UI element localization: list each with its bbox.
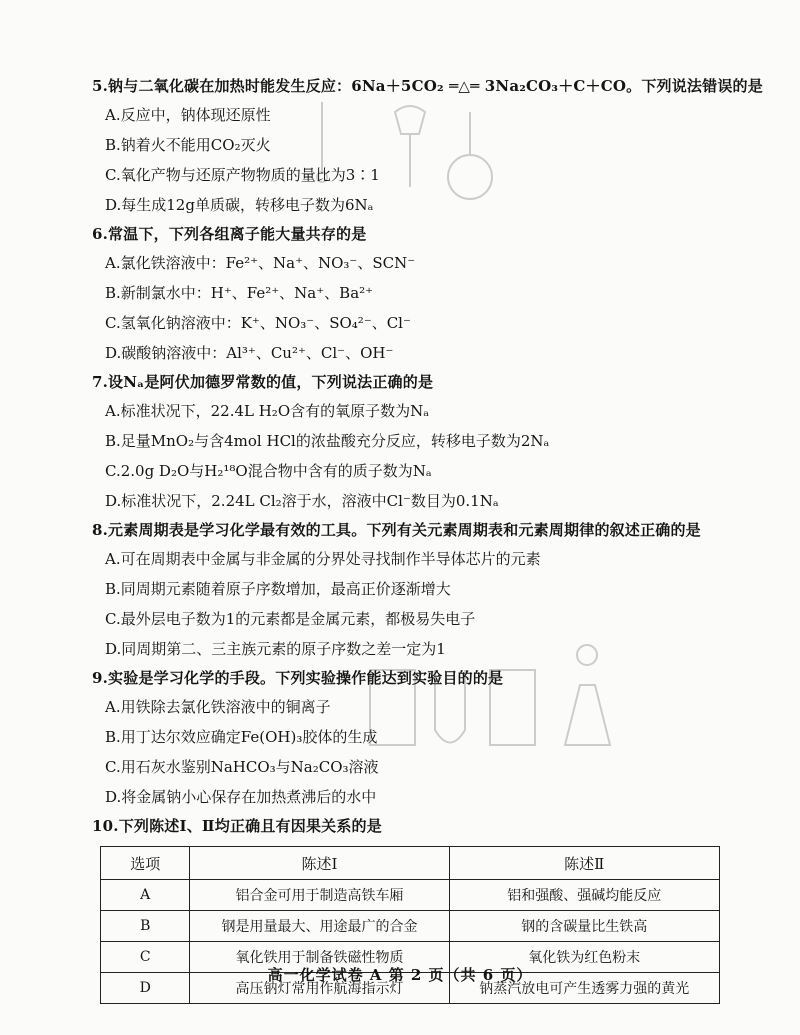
option-b: B.钠着火不能用CO₂灭火	[105, 136, 271, 154]
table-header-row	[101, 847, 720, 880]
option-a: A.标准状况下，22.4L H₂O含有的氧原子数为Nₐ	[105, 402, 430, 420]
question-9	[92, 664, 722, 812]
option-c: C.氢氧化钠溶液中：K⁺、NO₃⁻、SO₄²⁻、Cl⁻	[105, 314, 411, 332]
question-7	[92, 368, 722, 516]
header-statement-1: 陈述Ⅰ	[190, 847, 449, 880]
option-c: C.最外层电子数为1的元素都是金属元素，都极易失电子	[105, 610, 476, 628]
option-b: B.足量MnO₂与含4mol HCl的浓盐酸充分反应，转移电子数为2Nₐ	[105, 432, 550, 450]
question-stem: 7.设Nₐ是阿伏加德罗常数的值，下列说法正确的是	[92, 373, 434, 391]
option-a: A.可在周期表中金属与非金属的分界处寻找制作半导体芯片的元素	[105, 550, 541, 568]
table-row	[101, 880, 720, 911]
question-stem: 9.实验是学习化学的手段。下列实验操作能达到实验目的的是	[92, 669, 504, 687]
statement-1-cell: 高压钠灯常用作航海指示灯	[190, 973, 449, 1004]
statement-2-cell: 钢的含碳量比生铁高	[449, 911, 719, 942]
header-statement-2: 陈述Ⅱ	[449, 847, 719, 880]
question-stem: 5.钠与二氧化碳在加热时能发生反应：6Na＋5CO₂ ═△═ 3Na₂CO₃＋C＋CO。下列说法错误的是	[92, 77, 763, 95]
statement-1-cell: 氧化铁用于制备铁磁性物质	[190, 942, 449, 973]
option-d: D.将金属钠小心保存在加热煮沸后的水中	[105, 788, 377, 806]
statement-1-cell: 钢是用量最大、用途最广的合金	[190, 911, 449, 942]
option-c: C.2.0g D₂O与H₂¹⁸O混合物中含有的质子数为Nₐ	[105, 462, 432, 480]
question-6	[92, 220, 722, 368]
table-row	[101, 911, 720, 942]
page-footer: 高一化学试卷 A 第 2 页（共 6 页）	[267, 966, 533, 984]
option-b: B.用丁达尔效应确定Fe(OH)₃胶体的生成	[105, 728, 378, 746]
option-a: A.用铁除去氯化铁溶液中的铜离子	[105, 698, 331, 716]
option-d: D.同周期第二、三主族元素的原子序数之差一定为1	[105, 640, 446, 658]
option-d: D.碳酸钠溶液中：Al³⁺、Cu²⁺、Cl⁻、OH⁻	[105, 344, 394, 362]
row-label: C	[101, 942, 190, 973]
header-option: 选项	[101, 847, 190, 880]
statement-1-cell: 铝合金可用于制造高铁车厢	[190, 880, 449, 911]
option-c: C.用石灰水鉴别NaHCO₃与Na₂CO₃溶液	[105, 758, 379, 776]
row-label: D	[101, 973, 190, 1004]
option-a: A.氯化铁溶液中：Fe²⁺、Na⁺、NO₃⁻、SCN⁻	[105, 254, 416, 272]
row-label: B	[101, 911, 190, 942]
question-8	[92, 516, 722, 664]
statement-2-cell: 氧化铁为红色粉末	[449, 942, 719, 973]
question-stem: 8.元素周期表是学习化学最有效的工具。下列有关元素周期表和元素周期律的叙述正确的是	[92, 521, 701, 539]
statement-2-cell: 钠蒸汽放电可产生透雾力强的黄光	[449, 973, 719, 1004]
row-label: A	[101, 880, 190, 911]
option-c: C.氧化产物与还原产物物质的量比为3∶1	[105, 166, 380, 184]
statement-2-cell: 铝和强酸、强碱均能反应	[449, 880, 719, 911]
question-5	[92, 72, 763, 220]
question-stem: 10.下列陈述Ⅰ、Ⅱ均正确且有因果关系的是	[92, 817, 382, 835]
option-a: A.反应中，钠体现还原性	[105, 106, 271, 124]
option-d: D.标准状况下，2.24L Cl₂溶于水，溶液中Cl⁻数目为0.1Nₐ	[105, 492, 499, 510]
question-stem: 6.常温下，下列各组离子能大量共存的是	[92, 225, 367, 243]
option-d: D.每生成12g单质碳，转移电子数为6Nₐ	[105, 196, 374, 214]
option-b: B.同周期元素随着原子序数增加，最高正价逐渐增大	[105, 580, 451, 598]
option-b: B.新制氯水中：H⁺、Fe²⁺、Na⁺、Ba²⁺	[105, 284, 374, 302]
question-area	[92, 72, 763, 1004]
